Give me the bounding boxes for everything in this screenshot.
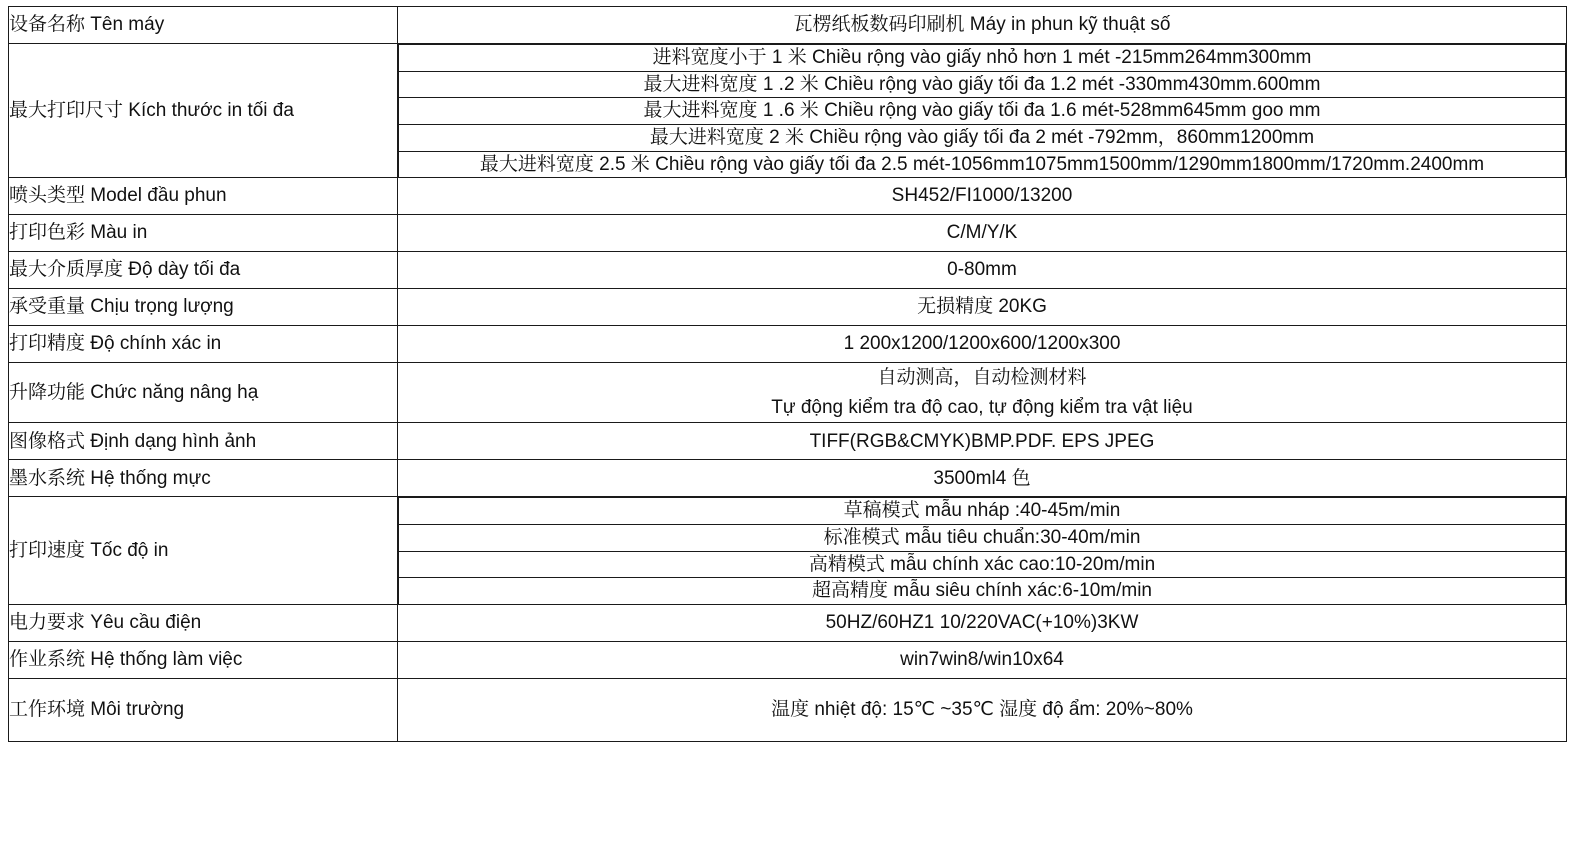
sub-value: 高精模式 mẫu chính xác cao:10-20m/min: [399, 551, 1566, 578]
row-value-group: [398, 44, 1567, 178]
table-row: [9, 215, 1567, 252]
row-value-group: [398, 363, 1567, 423]
sub-value: 超高精度 mẫu siêu chính xác:6-10m/min: [399, 578, 1566, 604]
sub-value: 草稿模式 mẫu nháp :40-45m/min: [399, 498, 1566, 525]
row-label: 最大打印尺寸 Kích thước in tối đa: [9, 44, 398, 178]
table-row: [9, 423, 1567, 460]
sub-value: 最大进料宽度 2.5 米 Chiều rộng vào giấy tối đa 2.5 mét-1056mm1075mm1500mm/1290mm1800mm/1720mm.2400mm: [399, 151, 1566, 177]
row-label: 打印速度 Tốc độ in: [9, 497, 398, 605]
sub-value-table: [398, 44, 1566, 177]
row-label: 作业系统 Hệ thống làm việc: [9, 642, 398, 679]
sub-value: 最大进料宽度 2 米 Chiều rộng vào giấy tối đa 2 mét -792mm，860mm1200mm: [399, 124, 1566, 151]
row-label: 墨水系统 Hệ thống mực: [9, 460, 398, 497]
table-row: [9, 363, 1567, 423]
table-row: [9, 252, 1567, 289]
table-row: [9, 289, 1567, 326]
table-row: [9, 7, 1567, 44]
sub-value: 最大进料宽度 1 .2 米 Chiều rộng vào giấy tối đa 1.2 mét -330mm430mm.600mm: [399, 71, 1566, 98]
row-label: 打印色彩 Màu in: [9, 215, 398, 252]
table-row: [9, 44, 1567, 178]
row-value: TIFF(RGB&CMYK)BMP.PDF. EPS JPEG: [398, 423, 1567, 460]
row-label: 升降功能 Chức năng nâng hạ: [9, 363, 398, 423]
sub-value-table: [398, 497, 1566, 604]
row-label: 最大介质厚度 Độ dày tối đa: [9, 252, 398, 289]
table-row: [9, 497, 1567, 605]
row-value: 0-80mm: [398, 252, 1567, 289]
sub-value: 进料宽度小于 1 米 Chiều rộng vào giấy nhỏ hơn 1 mét -215mm264mm300mm: [399, 45, 1566, 72]
table-row: [9, 605, 1567, 642]
row-label: 喷头类型 Model đầu phun: [9, 178, 398, 215]
row-label: 工作环境 Môi trường: [9, 679, 398, 742]
row-value: 温度 nhiệt độ: 15℃ ~35℃ 湿度 độ ẩm: 20%~80%: [398, 679, 1567, 742]
row-value-group: [398, 497, 1567, 605]
row-label: 打印精度 Độ chính xác in: [9, 326, 398, 363]
table-row: [9, 178, 1567, 215]
row-value: 3500ml4 色: [398, 460, 1567, 497]
row-value: 50HZ/60HZ1 10/220VAC(+10%)3KW: [398, 605, 1567, 642]
row-value-line: Tự động kiểm tra độ cao, tự động kiểm tra vật liệu: [771, 396, 1193, 418]
row-value: 瓦楞纸板数码印刷机 Máy in phun kỹ thuật số: [398, 7, 1567, 44]
sub-value: 最大进料宽度 1 .6 米 Chiều rộng vào giấy tối đa 1.6 mét-528mm645mm goo mm: [399, 98, 1566, 125]
row-value: SH452/FI1000/13200: [398, 178, 1567, 215]
row-value: C/M/Y/K: [398, 215, 1567, 252]
row-value-line: 自动测高，自动检测材料: [877, 367, 1087, 389]
specification-table: [8, 6, 1567, 742]
row-label: 图像格式 Định dạng hình ảnh: [9, 423, 398, 460]
table-row: [9, 679, 1567, 742]
row-label: 设备名称 Tên máy: [9, 7, 398, 44]
table-row: [9, 326, 1567, 363]
row-value: win7win8/win10x64: [398, 642, 1567, 679]
row-value: 1 200x1200/1200x600/1200x300: [398, 326, 1567, 363]
row-label: 电力要求 Yêu cầu điện: [9, 605, 398, 642]
row-label: 承受重量 Chịu trọng lượng: [9, 289, 398, 326]
row-value: 无损精度 20KG: [398, 289, 1567, 326]
table-row: [9, 460, 1567, 497]
sub-value: 标准模式 mẫu tiêu chuẩn:30-40m/min: [399, 525, 1566, 552]
table-row: [9, 642, 1567, 679]
specification-table-body: [9, 7, 1567, 742]
